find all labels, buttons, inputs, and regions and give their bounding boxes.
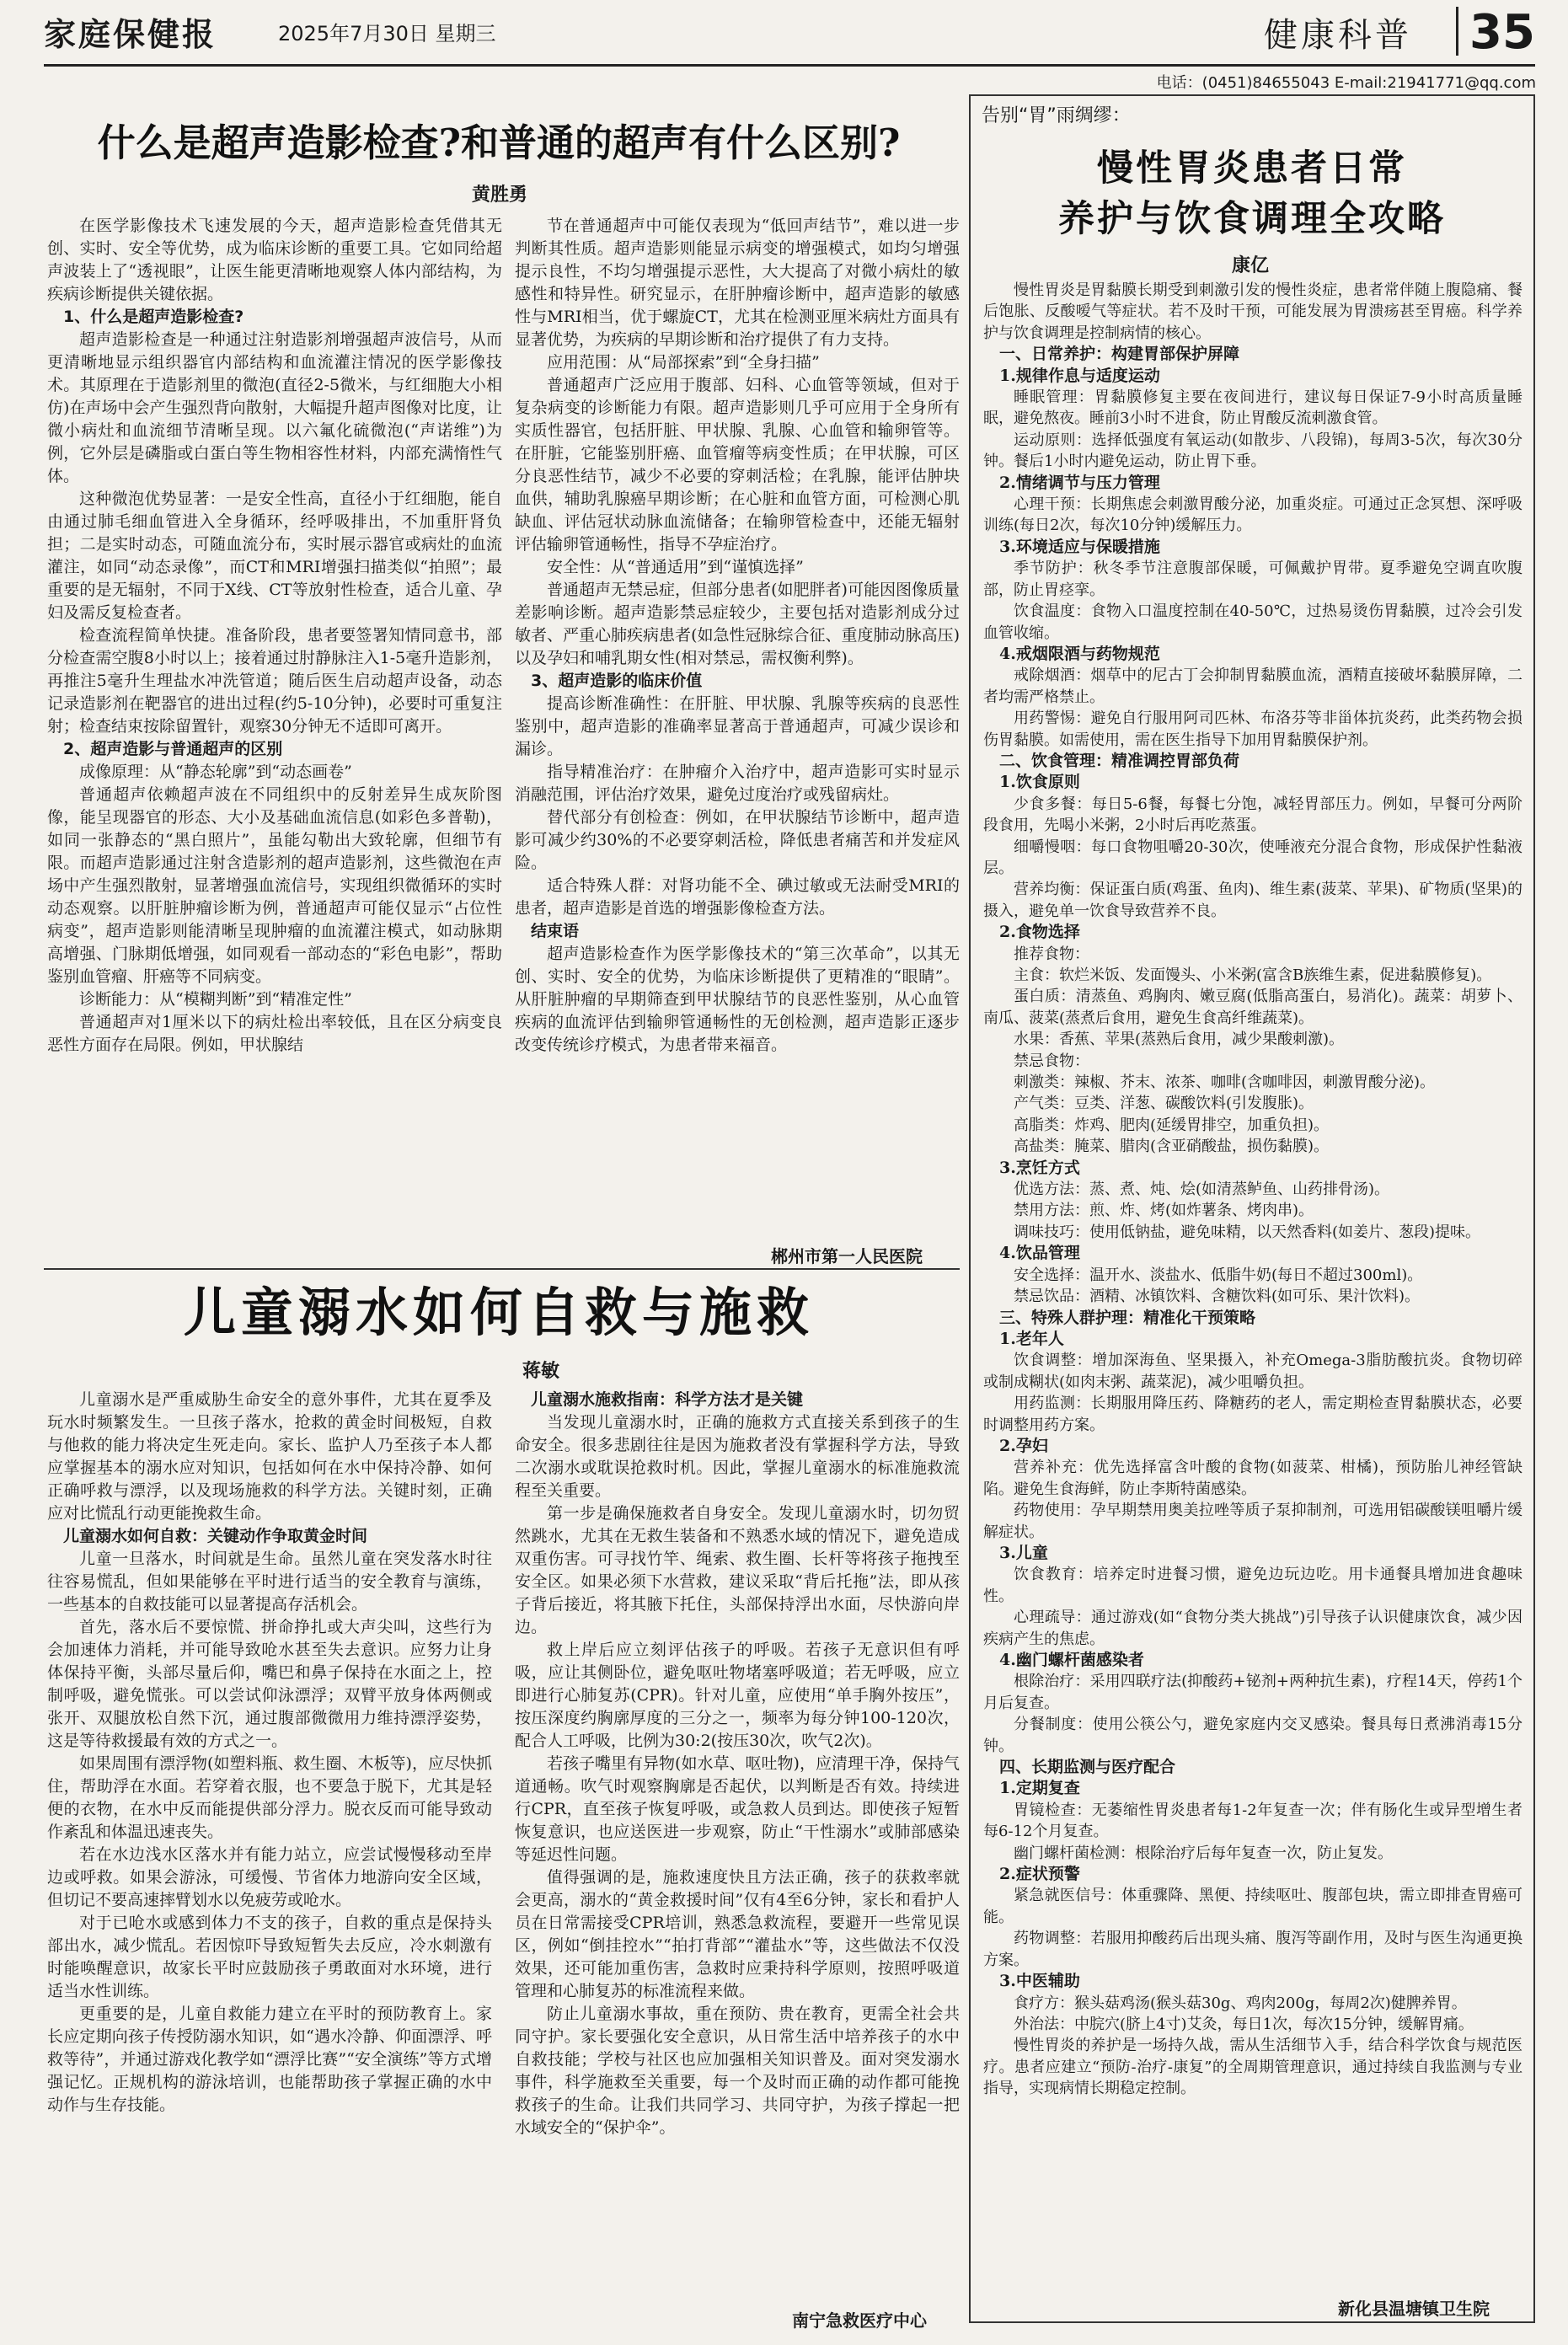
subheading: 1、什么是超声造影检查? [63, 308, 244, 326]
paragraph: 高脂类：炸鸡、肥肉(延缓胃排空，加重负担)。 [1014, 1116, 1330, 1134]
paragraph: 普通超声依赖超声波在不同组织中的反射差异生成灰阶图像，能呈现器官的形态、大小及基础血流信息(如彩色多普勒)，如同一张静态的“黑白照片”，虽能勾勒出大致轮廓，但细节有限。而超声造影通过注射含造影剂的超声造影剂，这些微泡在声场中产生强烈散射，显著增强血流信号，实现组织微循环的实时动态观察。以肝脏肿瘤诊断为例，普通超声可能仅显示“占位性病变”，超声造影则能清晰呈现肿瘤的血流灌注模式，如动脉期高增强、门脉期低增强，如同观看一部动态的“彩色电影”，帮助鉴别血管瘤、肝癌等不同病变。 [47, 785, 502, 986]
paragraph: 普通超声无禁忌症，但部分患者(如肥胖者)可能因图像质量差影响诊断。超声造影禁忌症较少，主要包括对造影剂成分过敏者、严重心肺疾病患者(如急性冠脉综合征、重度肺动脉高压)以及孕妇和哺乳期女性(相对禁忌，需权衡利弊)。 [515, 581, 960, 667]
article-divider [44, 1268, 960, 1270]
paragraph: 紧急就医信号：体重骤降、黑便、持续呕吐、腹部包块，需立即排查胃癌可能。 [983, 1887, 1523, 1926]
paragraph: 药物调整：若服用抑酸药后出现头痛、腹泻等副作用，及时与医生沟通更换方案。 [983, 1930, 1523, 1969]
paragraph: 调味技巧：使用低钠盐，避免味精，以天然香料(如姜片、葱段)提味。 [1014, 1223, 1481, 1241]
article3-author: 康亿 [1232, 255, 1270, 276]
paragraph: 季节防护：秋冬季节注意腹部保暖，可佩戴护胃带。夏季避免空调直吹腹部，防止胃痉挛。 [983, 559, 1523, 599]
paragraph: 应用范围：从“局部探索”到“全身扫描” [547, 353, 820, 372]
paragraph: 普通超声广泛应用于腹部、妇科、心血管等领域，但对于复杂病变的诊断能力有限。超声造影则几乎可应用于全身所有实质性器官，包括肝脏、甲状腺、乳腺、心血管和输卵管等。在肝脏，它能鉴别肝癌、血管瘤等病变性质；在甲状腺，可区分良恶性结节，减少不必要的穿刺活检；在乳腺，能评估肿块血供，辅助乳腺癌早期诊断；在心脏和血管方面，可检测心肌缺血、评估冠状动脉血流储备；在输卵管检查中，还能无辐射评估输卵管通畅性，指导不孕症治疗。 [515, 376, 960, 554]
paragraph: 饮食教育：培养定时进餐习惯，避免边玩边吃。用卡通餐具增加进食趣味性。 [983, 1566, 1523, 1605]
paragraph: 根除治疗：采用四联疗法(抑酸药+铋剂+两种抗生素)，疗程14天，停药1个月后复查。 [983, 1673, 1523, 1712]
paragraph: 检查流程简单快捷。准备阶段，患者要签署知情同意书，部分检查需空腹8小时以上；接着通过肘静脉注入1-5毫升造影剂，再推注5毫升生理盐水冲洗管道；随后医生启动超声设备，动态记录造影剂在靶器官的进出过程(约5-10分钟)，必要时可重复注射；检查结束按除留置针，观察30分钟无不适即可离开。 [47, 626, 502, 736]
subheading: 三、特殊人群护理：精准化干预策略 [999, 1308, 1256, 1327]
paragraph: 值得强调的是，施救速度快且方法正确，孩子的获救率就会更高，溺水的“黄金救援时间”仅有4至6分钟，家长和看护人员在日常需接受CPR培训，熟悉急救流程，要避开一些常见误区，例如“倒挂控水”“拍打背部”“灌盐水”等，这些做法不仅没效果，还可能加重伤害，急救时应秉持科学原则，按照呼吸道管理和心肺复苏的标准流程来做。 [515, 1868, 960, 2000]
paragraph: 若在水边浅水区落水并有能力站立，应尝试慢慢移动至岸边或呼救。如果会游泳，可缓慢、节省体力地游向安全区域，但切记不要高速摔臂划水以免疲劳或呛水。 [47, 1845, 492, 1909]
issue-date: 2025年7月30日 星期三 [278, 22, 496, 46]
paragraph: 禁忌食物： [1014, 1052, 1089, 1070]
subheading: 一、日常养护：构建胃部保护屏障 [999, 345, 1240, 364]
paragraph: 推荐食物： [1014, 945, 1089, 963]
paragraph: 防止儿童溺水事故，重在预防、贵在教育，更需全社会共同守护。家长要强化安全意识，从日常生活中培养孩子的水中自救技能；学校与社区也应加强相关知识普及。面对突发溺水事件，科学施救至关重要，每一个及时而正确的动作都可能挽救孩子的生命。让我们共同学习、共同守护，为孩子撑起一把水域安全的“保护伞”。 [515, 2005, 960, 2137]
paragraph: 更重要的是，儿童自救能力建立在平时的预防教育上。家长应定期向孩子传授防溺水知识，如“遇水冷静、仰面漂浮、呼救等待”，并通过游戏化教学如“漂浮比赛”“安全演练”等方式增强记忆。正规机构的游泳培训，也能帮助孩子掌握正确的水中动作与生存技能。 [47, 2005, 492, 2114]
paragraph: 戒除烟酒：烟草中的尼古丁会抑制胃黏膜血流，酒精直接破坏黏膜屏障，二者均需严格禁止。 [983, 667, 1523, 706]
paragraph: 蛋白质：清蒸鱼、鸡胸肉、嫩豆腐(低脂高蛋白，易消化)。蔬菜：胡萝卜、南瓜、菠菜(蒸煮后食用，避免生食高纤维蔬菜)。 [983, 988, 1523, 1027]
article3-title-line2: 养护与饮食调理全攻略 [1058, 198, 1446, 240]
subheading: 2.孕妇 [999, 1436, 1048, 1455]
subheading: 1.饮食原则 [999, 773, 1080, 792]
paragraph: 若孩子嘴里有异物(如水草、呕吐物)，应清理干净，保持气道通畅。吹气时观察胸廓是否起伏，以判断是否有效。持续进行CPR，直至孩子恢复呼吸，或急救人员到达。即使孩子短暂恢复意识，也应送医进一步观察，防止“干性溺水”或肺部感染等延迟性问题。 [515, 1754, 960, 1864]
article1-source: 郴州市第一人民医院 [771, 1246, 923, 1266]
paragraph: 节在普通超声中可能仅表现为“低回声结节”，难以进一步判断其性质。超声造影则能显示病变的增强模式，如均匀增强提示良性，不均匀增强提示恶性，大大提高了对微小病灶的敏感性和特异性。研究显示，在肝肿瘤诊断中，超声造影的敏感性与MRI相当，优于螺旋CT，尤其在检测亚厘米病灶方面具有显著优势，为疾病的早期诊断和治疗提供了有力支持。 [515, 217, 960, 349]
subheading: 3.环境适应与保暖措施 [999, 537, 1160, 556]
paragraph: 这种微泡优势显著：一是安全性高，直径小于红细胞，能自由通过肺毛细血管进入全身循环，经呼吸排出，不加重肝肾负担；二是实时动态，可随血流分布，实时展示器官或病灶的血流灌注，如同“动态录像”，而CT和MRI增强扫描类似“拍照”；最重要的是无辐射，不同于X线、CT等放射性检查，适合儿童、孕妇及需反复检查者。 [47, 490, 502, 622]
paragraph: 超声造影检查作为医学影像技术的“第三次革命”，以其无创、实时、安全的优势，为临床诊断提供了更精准的“眼睛”。从肝脏肿瘤的早期筛查到甲状腺结节的良恶性鉴别，从心血管疾病的血流评估到输卵管通畅性的无创检测，超声造影正逐步改变传统诊疗模式，为患者带来福音。 [515, 945, 960, 1054]
paragraph: 诊断能力：从“模糊判断”到“精准定性” [79, 990, 352, 1009]
paragraph: 细嚼慢咽：每口食物咀嚼20-30次，使唾液充分混合食物，形成保护性黏液层。 [983, 838, 1523, 877]
article3-source: 新化县温塘镇卫生院 [1338, 2299, 1490, 2319]
subheading: 儿童溺水施救指南：科学方法才是关键 [531, 1390, 804, 1409]
paragraph: 睡眠管理：胃黏膜修复主要在夜间进行，建议每日保证7-9小时高质量睡眠，避免熬夜。睡前3小时不进食，防止胃酸反流刺激食管。 [983, 388, 1523, 428]
paragraph: 对于已呛水或感到体力不支的孩子，自救的重点是保持头部出水，减少慌乱。若因惊吓导致短暂失去反应，冷水刺激有时能唤醒意识，故家长平时应鼓励孩子勇敢面对水环境，进行适当水性训练。 [47, 1914, 492, 2000]
paragraph: 指导精准治疗：在肿瘤介入治疗中，超声造影可实时显示消融范围，评估治疗效果，避免过度治疗或残留病灶。 [515, 763, 960, 804]
paragraph: 救上岸后应立刻评估孩子的呼吸。若孩子无意识但有呼吸，应让其侧卧位，避免呕吐物堵塞呼吸道；若无呼吸，应立即进行心肺复苏(CPR)。针对儿童，应使用“单手胸外按压”，按压深度约胸廓厚度的三分之一，频率为每分钟100-120次，配合人工呼吸，比例为30:2(按压30次，吹气2次)。 [515, 1641, 960, 1750]
paragraph: 刺激类：辣椒、芥末、浓茶、咖啡(含咖啡因，刺激胃酸分泌)。 [1014, 1073, 1436, 1092]
paragraph: 第一步是确保施救者自身安全。发现儿童溺水时，切勿贸然跳水，尤其在无救生装备和不熟悉水域的情况下，避免造成双重伤害。可寻找竹竿、绳索、救生圈、长杆等将孩子拖拽至安全区。如果必须下水营救，建议采取“背后托拖”法，即从孩子背后接近，将其腋下托住，头部保持浮出水面，尽快游向岸边。 [515, 1504, 960, 1636]
paragraph: 超声造影检查是一种通过注射造影剂增强超声波信号，从而更清晰地显示组织器官内部结构和血流灌注情况的医学影像技术。其原理在于造影剂里的微泡(直径2-5微米，与红细胞大小相仿)在声场中会产生强烈背向散射，大幅提升超声图像对比度，让微小病灶和血流细节清晰呈现。以六氟化硫微泡(“声诺维”)为例，它外层是磷脂或白蛋白等生物相容性材料，内部充满惰性气体。 [47, 330, 502, 485]
subheading: 4.戒烟限酒与药物规范 [999, 644, 1160, 663]
paragraph: 运动原则：选择低强度有氧运动(如散步、八段锦)，每周3-5次，每次30分钟。餐后1小时内避免运动，防止胃下垂。 [983, 431, 1523, 471]
paragraph: 产气类：豆类、洋葱、碳酸饮料(引发腹胀)。 [1014, 1095, 1314, 1113]
subheading: 二、饮食管理：精准调控胃部负荷 [999, 751, 1240, 770]
section-title: 健康科普 [1264, 16, 1412, 55]
paragraph: 在医学影像技术飞速发展的今天，超声造影检查凭借其无创、实时、安全等优势，成为临床诊断的重要工具。它如同给超声波装上了“透视眼”，让医生能更清晰地观察人体内部结构，为疾病诊断提供关键依据。 [47, 217, 502, 303]
paragraph: 分餐制度：使用公筷公勺，避免家庭内交叉感染。餐具每日煮沸消毒15分钟。 [983, 1716, 1523, 1755]
subheading: 2.症状预警 [999, 1865, 1080, 1884]
subheading: 3.烹饪方式 [999, 1158, 1080, 1177]
subheading: 4.饮品管理 [999, 1244, 1080, 1263]
paragraph: 慢性胃炎的养护是一场持久战，需从生活细节入手，结合科学饮食与规范医疗。患者应建立“预防-治疗-康复”的全周期管理意识，通过持续自我监测与专业指导，实现病情长期稳定控制。 [983, 2037, 1523, 2098]
subheading: 3.儿童 [999, 1543, 1048, 1562]
subheading: 儿童溺水如何自救：关键动作争取黄金时间 [63, 1527, 368, 1545]
paragraph: 儿童溺水是严重威胁生命安全的意外事件，尤其在夏季及玩水时频繁发生。一旦孩子落水，抢救的黄金时间极短，自救与他救的能力将决定生死走向。家长、监护人乃至孩子本人都应掌握基本的溺水应对知识，包括如何在水中保持冷静、如何正确呼救与漂浮，以及现场施救的科学方法。关键时刻，正确应对比慌乱行动更能挽救生命。 [47, 1390, 492, 1523]
subheading: 1.老年人 [999, 1329, 1064, 1348]
paragraph: 慢性胃炎是胃黏膜长期受到刺激引发的慢性炎症，患者常伴随上腹隐痛、餐后饱胀、反酸嗳气等症状。若不及时干预，可能发展为胃溃疡甚至胃癌。科学养护与饮食调理是控制病情的核心。 [983, 281, 1523, 342]
subheading: 四、长期监测与医疗配合 [999, 1758, 1176, 1777]
article3-body [983, 280, 1523, 2294]
article1-title: 什么是超声造影检查?和普通的超声有什么区别? [97, 120, 901, 165]
subheading: 2、超声造影与普通超声的区别 [63, 740, 283, 758]
paragraph: 心理干预：长期焦虑会刺激胃酸分泌，加重炎症。可通过正念冥想、深呼吸训练(每日2次，每次10分钟)缓解压力。 [983, 495, 1523, 535]
paragraph: 适合特殊人群：对肾功能不全、碘过敏或无法耐受MRI的患者，超声造影是首选的增强影像检查方法。 [515, 876, 960, 918]
page-number: 35 [1469, 5, 1535, 60]
paragraph: 外治法：中脘穴(脐上4寸)艾灸，每日1次，每次15分钟，缓解胃痛。 [1014, 2015, 1474, 2033]
paragraph: 禁忌饮品：酒精、冰镇饮料、含糖饮料(如可乐、果汁饮料)。 [1014, 1288, 1421, 1306]
newspaper-name: 家庭保健报 [44, 15, 217, 53]
paragraph: 如果周围有漂浮物(如塑料瓶、救生圈、木板等)，应尽快抓住，帮助浮在水面。若穿着衣服，也不要急于脱下，尤其是轻便的衣物，在水中反而能提供部分浮力。脱衣反而可能导致动作紊乱和体温迅速丧失。 [47, 1754, 492, 1841]
article3-kicker: 告别“胃”雨绸缪： [982, 105, 1131, 126]
paragraph: 用药监测：长期服用降压药、降糖药的老人，需定期检查胃黏膜状态，必要时调整用药方案。 [983, 1395, 1523, 1434]
header-rule [44, 64, 1535, 67]
paragraph: 当发现儿童溺水时，正确的施救方式直接关系到孩子的生命安全。很多悲剧往往是因为施救者没有掌握科学方法，导致二次溺水或耽误抢救时机。因此，掌握儿童溺水的标准施救流程至关重要。 [515, 1413, 960, 1500]
article1-column-1 [47, 215, 502, 1260]
paragraph: 药物使用：孕早期禁用奥美拉唑等质子泵抑制剂，可选用铝碳酸镁咀嚼片缓解症状。 [983, 1502, 1523, 1541]
contact-line: 电话：(0451)84655043 E-mail:21941771@qq.com [1156, 74, 1536, 92]
paragraph: 提高诊断准确性：在肝脏、甲状腺、乳腺等疾病的良恶性鉴别中，超声造影的准确率显著高于普通超声，可减少误诊和漏诊。 [515, 694, 960, 758]
paragraph: 安全性：从“普通适用”到“谨慎选择” [547, 558, 804, 576]
paragraph: 幽门螺杆菌检测：根除治疗后每年复查一次，防止复发。 [1014, 1844, 1393, 1862]
paragraph: 成像原理：从“静态轮廓”到“动态画卷” [79, 763, 352, 781]
subheading: 1.规律作息与适度运动 [999, 366, 1160, 385]
subheading: 结束语 [531, 922, 580, 940]
paragraph: 主食：软烂米饭、发面馒头、小米粥(富含B族维生素，促进黏膜修复)。 [1014, 966, 1492, 984]
paragraph: 安全选择：温开水、淡盐水、低脂牛奶(每日不超过300ml)。 [1014, 1266, 1423, 1284]
paragraph: 饮食温度：食物入口温度控制在40-50℃，过热易烫伤胃黏膜，过冷会引发血管收缩。 [983, 602, 1523, 642]
paragraph: 首先，落水后不要惊慌、拼命挣扎或大声尖叫，这些行为会加速体力消耗，并可能导致呛水甚至失去意识。应努力让身体保持平衡，头部尽量后仰，嘴巴和鼻子保持在水面之上，控制呼吸，避免慌张。可以尝试仰泳漂浮；双臂平放身体两侧或张开、双腿放松自然下沉，通过腹部微微用力维持漂浮姿势，这是等待救援最有效的方式之一。 [47, 1618, 492, 1750]
paragraph: 营养补充：优先选择富含叶酸的食物(如菠菜、柑橘)，预防胎儿神经管缺陷。避免生食海鲜，防止李斯特菌感染。 [983, 1459, 1523, 1498]
paragraph: 替代部分有创检查：例如，在甲状腺结节诊断中，超声造影可减少约30%的不必要穿刺活检，降低患者痛苦和并发症风险。 [515, 808, 960, 872]
paragraph: 优选方法：蒸、煮、炖、烩(如清蒸鲈鱼、山药排骨汤)。 [1014, 1181, 1390, 1199]
paragraph: 胃镜检查：无萎缩性胃炎患者每1-2年复查一次；伴有肠化生或异型增生者每6-12个月复查。 [983, 1801, 1523, 1841]
subheading: 2.情绪调节与压力管理 [999, 473, 1160, 492]
article3-title-line1: 慢性胃炎患者日常 [1097, 147, 1407, 190]
subheading: 4.幽门螺杆菌感染者 [999, 1651, 1144, 1669]
paragraph: 营养均衡：保证蛋白质(鸡蛋、鱼肉)、维生素(菠菜、苹果)、矿物质(坚果)的摄入，避免单一饮食导致营养不良。 [983, 881, 1523, 920]
article2-source: 南宁急救医疗中心 [792, 2310, 927, 2331]
article2-column-2 [515, 1389, 960, 2303]
subheading: 1.定期复查 [999, 1779, 1080, 1798]
article2-author: 蒋敏 [522, 1361, 560, 1382]
paragraph: 少食多餐：每日5-6餐，每餐七分饱，减轻胃部压力。例如，早餐可分两阶段食用，先喝小米粥，2小时后再吃蒸蛋。 [983, 795, 1523, 835]
paragraph: 心理疏导：通过游戏(如“食物分类大挑战”)引导孩子认识健康饮食，减少因疾病产生的焦虑。 [983, 1609, 1523, 1648]
article1-author: 黄胜勇 [472, 185, 528, 206]
paragraph: 饮食调整：增加深海鱼、坚果摄入，补充Omega-3脂肪酸抗炎。食物切碎或制成糊状(如肉末粥、蔬菜泥)，减少咀嚼负担。 [983, 1352, 1523, 1391]
paragraph: 食疗方：猴头菇鸡汤(猴头菇30g、鸡肉200g，每周2次)健脾养胃。 [1014, 1994, 1467, 2012]
subheading: 2.食物选择 [999, 923, 1080, 942]
paragraph: 普通超声对1厘米以下的病灶检出率较低，且在区分病变良恶性方面存在局限。例如，甲状腺结 [47, 1013, 502, 1054]
paragraph: 儿童一旦落水，时间就是生命。虽然儿童在突发落水时往往容易慌乱，但如果能够在平时进行适当的安全教育与演练，一些基本的自救技能可以显著提高存活机会。 [47, 1550, 492, 1614]
article2-column-1 [47, 1389, 492, 2324]
paragraph: 用药警惕：避免自行服用阿司匹林、布洛芬等非甾体抗炎药，此类药物会损伤胃黏膜。如需使用，需在医生指导下加用胃黏膜保护剂。 [983, 709, 1523, 749]
paragraph: 水果：香蕉、苹果(蒸熟后食用，减少果酸刺激)。 [1014, 1031, 1345, 1049]
subheading: 3.中医辅助 [999, 1972, 1080, 1991]
paragraph: 高盐类：腌菜、腊肉(含亚硝酸盐，损伤黏膜)。 [1014, 1138, 1330, 1156]
article1-column-2 [515, 215, 960, 1260]
paragraph: 禁用方法：煎、炸、烤(如炸薯条、烤肉串)。 [1014, 1202, 1314, 1220]
subheading: 3、超声造影的临床价值 [531, 672, 703, 690]
page-number-divider [1456, 7, 1458, 56]
article2-title: 儿童溺水如何自救与施救 [183, 1282, 814, 1343]
